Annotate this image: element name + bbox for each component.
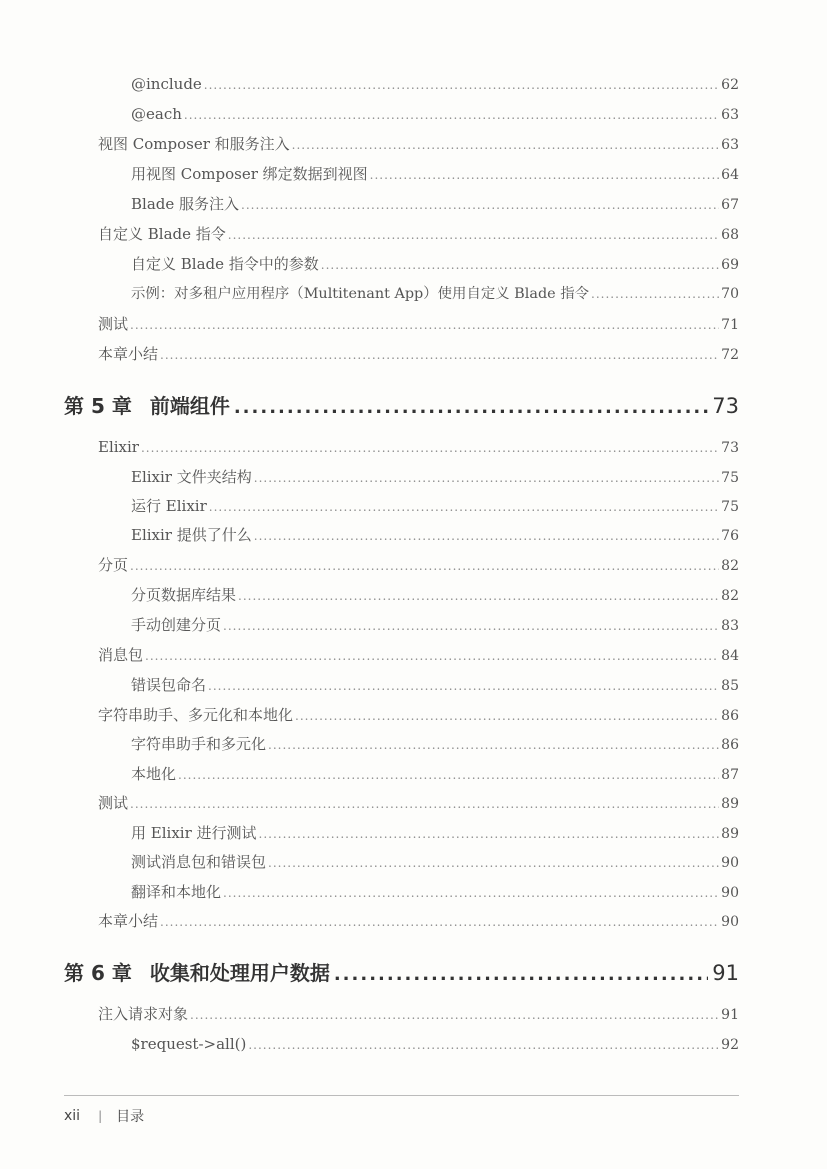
toc-entry: 测试消息包和错误包 ..... 90: [131, 852, 739, 873]
toc-entry: 测试 ..... 89: [98, 793, 739, 814]
toc-entry: @each ..... 63: [131, 104, 739, 125]
toc-entry: @include ..... 62: [131, 74, 739, 95]
toc-entry: 用 Elixir 进行测试 ..... 89: [131, 823, 739, 844]
toc-entry: 翻译和本地化 ..... 90: [131, 882, 739, 903]
page-number: xii: [64, 1108, 81, 1124]
chapter-heading-5: 第 5 章 前端组件 ..... 73: [64, 393, 739, 421]
toc-entry: 本章小结 ..... 72: [98, 344, 739, 365]
toc-entry: 注入请求对象 ..... 91: [98, 1004, 739, 1025]
toc-entry: 字符串助手和多元化 ..... 86: [131, 734, 739, 755]
footer-section: 目录: [116, 1109, 145, 1125]
toc-entry: 分页 ..... 82: [98, 555, 739, 576]
toc-entry: 手动创建分页 ..... 83: [131, 615, 739, 636]
toc-entry: Blade 服务注入 ..... 67: [131, 194, 739, 215]
toc-entry: 用视图 Composer 绑定数据到视图 ..... 64: [131, 164, 739, 185]
toc-entry: 本地化 ..... 87: [131, 764, 739, 785]
toc-entry: $request->all() ..... 92: [131, 1034, 739, 1055]
footer-separator: |: [98, 1109, 103, 1123]
toc-entry: Elixir 文件夹结构 ..... 75: [131, 467, 739, 488]
chapter-heading-6: 第 6 章 收集和处理用户数据 ..... 91: [64, 960, 739, 988]
toc-entry: Elixir ..... 73: [98, 437, 739, 458]
toc-entry: 字符串助手、多元化和本地化 ..... 86: [98, 705, 739, 726]
toc-entry: 自定义 Blade 指令 ..... 68: [98, 224, 739, 245]
toc-entry: 分页数据库结果 ..... 82: [131, 585, 739, 606]
page-footer: [64, 1106, 144, 1126]
toc-entry: 自定义 Blade 指令中的参数 ..... 69: [131, 254, 739, 275]
footer-divider: [64, 1095, 739, 1096]
toc-entry: 错误包命名 ..... 85: [131, 675, 739, 696]
toc-entry: Elixir 提供了什么 ..... 76: [131, 525, 739, 546]
toc-entry: 测试 ..... 71: [98, 314, 739, 335]
toc-entry: 示例：对多租户应用程序（Multitenant App）使用自定义 Blade 指令 ..... 70: [131, 284, 739, 304]
toc-entry: 本章小结 ..... 90: [98, 911, 739, 932]
toc-entry: 视图 Composer 和服务注入 ..... 63: [98, 134, 739, 155]
toc-entry: 消息包 ..... 84: [98, 645, 739, 666]
toc-entry: 运行 Elixir ..... 75: [131, 496, 739, 517]
